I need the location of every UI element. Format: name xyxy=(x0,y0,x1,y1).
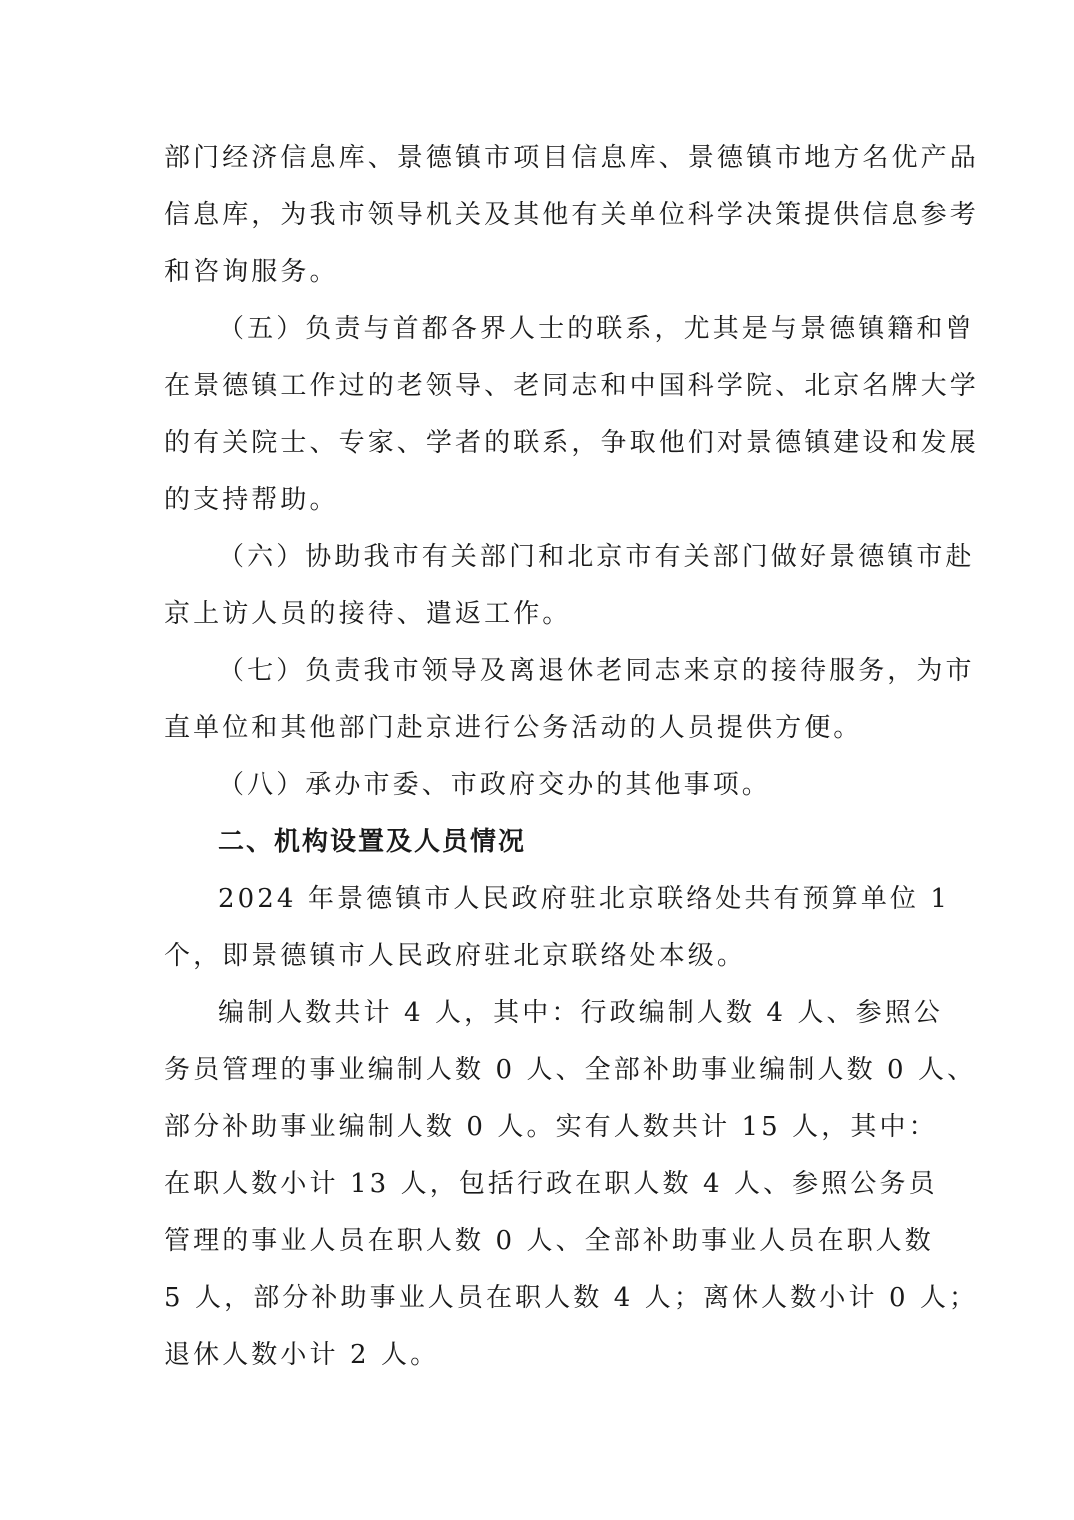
text-line: 直单位和其他部门赴京进行公务活动的人员提供方便。 xyxy=(164,713,863,743)
text-line: 退休人数小计 2 人。 xyxy=(164,1340,440,1370)
text-line: 部门经济信息库、景德镇市项目信息库、景德镇市地方名优产品 xyxy=(164,143,979,173)
text-line: 部分补助事业编制人数 0 人。实有人数共计 15 人，其中： xyxy=(164,1112,938,1142)
text-line: （八）承办市委、市政府交办的其他事项。 xyxy=(218,770,771,800)
text-line: 5 人，部分补助事业人员在职人数 4 人；离休人数小计 0 人； xyxy=(164,1283,979,1313)
text-line: 的有关院士、专家、学者的联系，争取他们对景德镇建设和发展 xyxy=(164,428,979,458)
text-line: 务员管理的事业编制人数 0 人、全部补助事业编制人数 0 人、 xyxy=(164,1055,977,1085)
section-heading: 二、机构设置及人员情况 xyxy=(218,827,527,857)
text-line: 在职人数小计 13 人，包括行政在职人数 4 人、参照公务员 xyxy=(164,1169,938,1199)
text-line: 在景德镇工作过的老领导、老同志和中国科学院、北京名牌大学 xyxy=(164,371,979,401)
text-line: 个，即景德镇市人民政府驻北京联络处本级。 xyxy=(164,941,747,971)
text-line: 和咨询服务。 xyxy=(164,257,339,287)
text-line: 京上访人员的接待、遣返工作。 xyxy=(164,599,572,629)
text-line: 2024 年景德镇市人民政府驻北京联络处共有预算单位 1 xyxy=(218,884,951,914)
text-line: 信息库，为我市领导机关及其他有关单位科学决策提供信息参考 xyxy=(164,200,979,230)
text-line: 的支持帮助。 xyxy=(164,485,339,515)
text-line: 管理的事业人员在职人数 0 人、全部补助事业人员在职人数 xyxy=(164,1226,934,1256)
text-line: （六）协助我市有关部门和北京市有关部门做好景德镇市赴 xyxy=(218,542,975,572)
text-line: （七）负责我市领导及离退休老同志来京的接待服务，为市 xyxy=(218,656,975,686)
text-line: 编制人数共计 4 人，其中：行政编制人数 4 人、参照公 xyxy=(218,998,943,1028)
text-line: （五）负责与首都各界人士的联系，尤其是与景德镇籍和曾 xyxy=(218,314,975,344)
